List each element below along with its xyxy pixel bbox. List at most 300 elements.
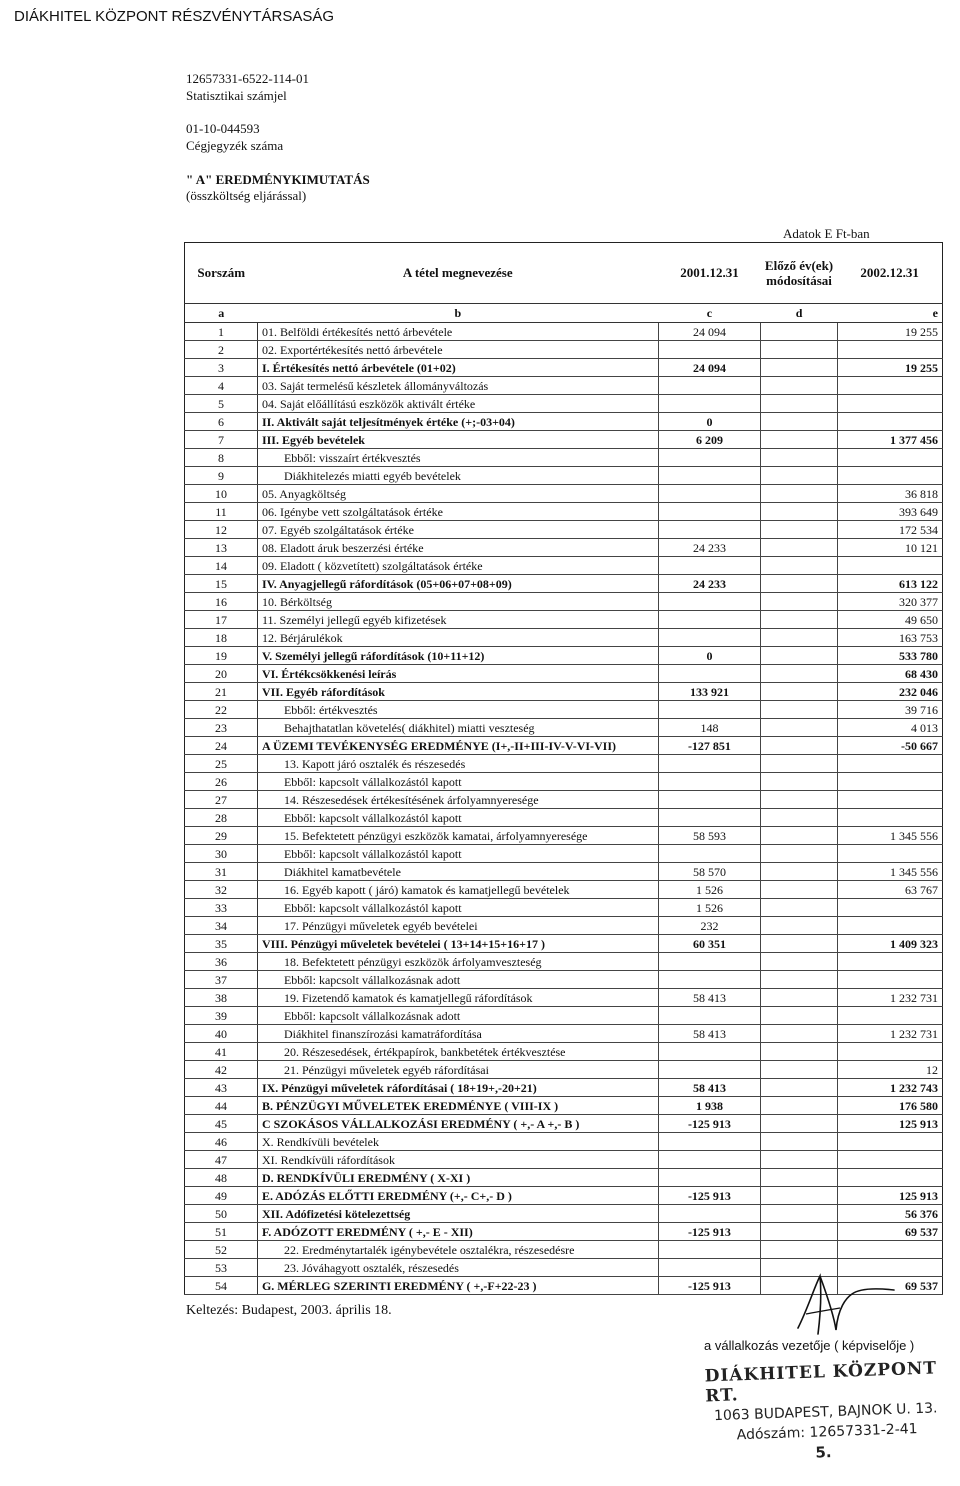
row-prev-value — [658, 341, 761, 359]
row-prev-value: 24 094 — [658, 323, 761, 341]
company-stamp — [704, 1358, 960, 1467]
row-curr-value: 533 780 — [837, 647, 942, 665]
row-label: B. PÉNZÜGYI MŰVELETEK EREDMÉNYE ( VIII-IX ) — [257, 1097, 658, 1115]
row-number: 33 — [185, 899, 258, 917]
document-subtitle: (összköltség eljárással) — [186, 188, 307, 203]
row-number: 8 — [185, 449, 258, 467]
row-prev-value: 0 — [658, 647, 761, 665]
row-prev-value: -125 913 — [658, 1223, 761, 1241]
header-serial: Sorszám — [197, 265, 246, 280]
row-curr-value — [837, 1007, 942, 1025]
row-label: E. ADÓZÁS ELŐTTI EREDMÉNY (+,- C+,- D ) — [257, 1187, 658, 1205]
row-label: 20. Részesedések, értékpapírok, bankbetétek értékvesztése — [257, 1043, 658, 1061]
row-prev-value — [658, 395, 761, 413]
table-row — [185, 485, 943, 503]
row-mod-value — [761, 1169, 838, 1187]
row-number: 27 — [185, 791, 258, 809]
row-curr-value — [837, 341, 942, 359]
row-curr-value: 68 430 — [837, 665, 942, 683]
row-prev-value — [658, 485, 761, 503]
row-number: 49 — [185, 1187, 258, 1205]
row-label: 13. Kapott járó osztalék és részesedés — [257, 755, 658, 773]
row-mod-value — [761, 863, 838, 881]
column-letter-row — [185, 304, 943, 323]
row-prev-value — [658, 1043, 761, 1061]
row-mod-value — [761, 1097, 838, 1115]
row-curr-value: 613 122 — [837, 575, 942, 593]
table-row — [185, 1043, 943, 1061]
row-prev-value — [658, 611, 761, 629]
table-row — [185, 323, 943, 341]
row-label: A ÜZEMI TEVÉKENYSÉG EREDMÉNYE (I+,-II+III-IV-V-VI-VII) — [257, 737, 658, 755]
row-prev-value: -127 851 — [658, 737, 761, 755]
row-number: 26 — [185, 773, 258, 791]
stat-label: Statisztikai számjel — [186, 88, 287, 103]
row-curr-value: 1 345 556 — [837, 863, 942, 881]
row-number: 38 — [185, 989, 258, 1007]
row-curr-value: 69 537 — [837, 1277, 942, 1295]
stat-block — [186, 70, 309, 104]
row-label: 04. Saját előállítású eszközök aktivált értéke — [257, 395, 658, 413]
row-prev-value — [658, 1007, 761, 1025]
table-row — [185, 665, 943, 683]
table-row — [185, 521, 943, 539]
table-row — [185, 1187, 943, 1205]
table-row — [185, 719, 943, 737]
row-prev-value: 58 413 — [658, 1025, 761, 1043]
table-row — [185, 1241, 943, 1259]
row-number: 11 — [185, 503, 258, 521]
row-prev-value: 148 — [658, 719, 761, 737]
row-curr-value — [837, 773, 942, 791]
row-curr-value — [837, 791, 942, 809]
row-prev-value — [658, 755, 761, 773]
row-curr-value — [837, 413, 942, 431]
row-label: 23. Jóváhagyott osztalék, részesedés — [257, 1259, 658, 1277]
table-row — [185, 341, 943, 359]
table-row — [185, 467, 943, 485]
row-number: 17 — [185, 611, 258, 629]
row-mod-value — [761, 647, 838, 665]
row-number: 43 — [185, 1079, 258, 1097]
document-title: " A" EREDMÉNYKIMUTATÁS — [186, 172, 370, 187]
row-curr-value: 163 753 — [837, 629, 942, 647]
row-label: Ebből: kapcsolt vállalkozásnak adott — [257, 971, 658, 989]
table-body — [185, 323, 943, 1295]
row-number: 47 — [185, 1151, 258, 1169]
table-row — [185, 395, 943, 413]
row-prev-value — [658, 629, 761, 647]
row-number: 13 — [185, 539, 258, 557]
row-label: D. RENDKÍVÜLI EREDMÉNY ( X-XI ) — [257, 1169, 658, 1187]
row-mod-value — [761, 719, 838, 737]
row-prev-value: 232 — [658, 917, 761, 935]
row-number: 2 — [185, 341, 258, 359]
table-row — [185, 611, 943, 629]
row-prev-value: 133 921 — [658, 683, 761, 701]
row-label: X. Rendkívüli bevételek — [257, 1133, 658, 1151]
stamp-line3: Adószám: 12657331-2-41 — [736, 1421, 918, 1444]
stamp-line4: 5. — [815, 1443, 832, 1462]
row-number: 9 — [185, 467, 258, 485]
row-mod-value — [761, 1151, 838, 1169]
row-curr-value — [837, 917, 942, 935]
row-prev-value: 60 351 — [658, 935, 761, 953]
row-mod-value — [761, 755, 838, 773]
row-mod-value — [761, 809, 838, 827]
row-number: 34 — [185, 917, 258, 935]
row-mod-value — [761, 845, 838, 863]
row-mod-value — [761, 1115, 838, 1133]
row-mod-value — [761, 539, 838, 557]
row-label: G. MÉRLEG SZERINTI EREDMÉNY ( +,-F+22-23 ) — [257, 1277, 658, 1295]
row-curr-value: 63 767 — [837, 881, 942, 899]
row-label: 12. Bérjárulékok — [257, 629, 658, 647]
table-row — [185, 1151, 943, 1169]
row-prev-value — [658, 377, 761, 395]
row-mod-value — [761, 1061, 838, 1079]
row-number: 53 — [185, 1259, 258, 1277]
row-label: 14. Részesedések értékesítésének árfolyamnyeresége — [257, 791, 658, 809]
row-label: 01. Belföldi értékesítés nettó árbevétele — [257, 323, 658, 341]
row-number: 28 — [185, 809, 258, 827]
row-curr-value: 69 537 — [837, 1223, 942, 1241]
row-number: 16 — [185, 593, 258, 611]
table-row — [185, 1115, 943, 1133]
table-row — [185, 1133, 943, 1151]
row-mod-value — [761, 593, 838, 611]
row-label: XII. Adófizetési kötelezettség — [257, 1205, 658, 1223]
row-label: Ebből: értékvesztés — [257, 701, 658, 719]
row-curr-value — [837, 1241, 942, 1259]
row-prev-value: 58 413 — [658, 1079, 761, 1097]
row-curr-value: 1 232 743 — [837, 1079, 942, 1097]
row-number: 14 — [185, 557, 258, 575]
table-row — [185, 359, 943, 377]
row-mod-value — [761, 575, 838, 593]
table-row — [185, 1169, 943, 1187]
row-curr-value: 19 255 — [837, 323, 942, 341]
row-number: 48 — [185, 1169, 258, 1187]
row-prev-value — [658, 971, 761, 989]
row-label: Ebből: kapcsolt vállalkozástól kapott — [257, 773, 658, 791]
row-number: 41 — [185, 1043, 258, 1061]
row-prev-value — [658, 521, 761, 539]
row-label: I. Értékesítés nettó árbevétele (01+02) — [257, 359, 658, 377]
row-label: 09. Eladott ( közvetített) szolgáltatások értéke — [257, 557, 658, 575]
row-number: 25 — [185, 755, 258, 773]
row-mod-value — [761, 377, 838, 395]
row-prev-value — [658, 1061, 761, 1079]
row-mod-value — [761, 413, 838, 431]
row-label: VII. Egyéb ráfordítások — [257, 683, 658, 701]
row-prev-value — [658, 1169, 761, 1187]
header-item-name: A tétel megnevezése — [402, 265, 513, 280]
table-row — [185, 1061, 943, 1079]
header-row — [185, 243, 943, 304]
row-number: 7 — [185, 431, 258, 449]
row-label: 22. Eredménytartalék igénybevétele osztalékra, részesedésre — [257, 1241, 658, 1259]
row-mod-value — [761, 557, 838, 575]
row-curr-value: 1 409 323 — [837, 935, 942, 953]
row-curr-value — [837, 809, 942, 827]
row-label: Diákhitelezés miatti egyéb bevételek — [257, 467, 658, 485]
table-row — [185, 449, 943, 467]
row-mod-value — [761, 989, 838, 1007]
row-label: Ebből: kapcsolt vállalkozástól kapott — [257, 899, 658, 917]
row-label: VIII. Pénzügyi műveletek bevételei ( 13+14+15+16+17 ) — [257, 935, 658, 953]
row-curr-value — [837, 467, 942, 485]
row-mod-value — [761, 791, 838, 809]
row-prev-value — [658, 701, 761, 719]
row-number: 36 — [185, 953, 258, 971]
row-label: IX. Pénzügyi műveletek ráfordításai ( 18+19+,-20+21) — [257, 1079, 658, 1097]
row-label: 03. Saját termelésű készletek állományváltozás — [257, 377, 658, 395]
row-number: 51 — [185, 1223, 258, 1241]
row-prev-value — [658, 557, 761, 575]
header-prev-year: 2001.12.31 — [680, 265, 739, 280]
table-row — [185, 431, 943, 449]
row-mod-value — [761, 1133, 838, 1151]
row-label: VI. Értékcsökkenési leírás — [257, 665, 658, 683]
row-mod-value — [761, 1007, 838, 1025]
row-prev-value: 24 094 — [658, 359, 761, 377]
table-row — [185, 1205, 943, 1223]
table-row — [185, 1097, 943, 1115]
row-curr-value: 56 376 — [837, 1205, 942, 1223]
row-curr-value: 172 534 — [837, 521, 942, 539]
row-prev-value: 1 526 — [658, 881, 761, 899]
signatory-caption: a vállalkozás vezetője ( képviselője ) — [704, 1338, 915, 1353]
row-label: Ebből: kapcsolt vállalkozástól kapott — [257, 809, 658, 827]
row-number: 12 — [185, 521, 258, 539]
row-mod-value — [761, 1025, 838, 1043]
row-curr-value: 232 046 — [837, 683, 942, 701]
row-curr-value: 1 377 456 — [837, 431, 942, 449]
row-curr-value: 393 649 — [837, 503, 942, 521]
row-label: 17. Pénzügyi műveletek egyéb bevételei — [257, 917, 658, 935]
signature — [790, 1268, 900, 1348]
table-row — [185, 377, 943, 395]
row-mod-value — [761, 1205, 838, 1223]
row-curr-value — [837, 845, 942, 863]
table-row — [185, 791, 943, 809]
row-curr-value — [837, 971, 942, 989]
row-number: 31 — [185, 863, 258, 881]
row-number: 21 — [185, 683, 258, 701]
row-curr-value — [837, 557, 942, 575]
table-row — [185, 881, 943, 899]
letter-a: a — [185, 304, 258, 323]
row-number: 18 — [185, 629, 258, 647]
letter-c: c — [658, 304, 761, 323]
row-curr-value — [837, 953, 942, 971]
row-label: 06. Igénybe vett szolgáltatások értéke — [257, 503, 658, 521]
header-mod-line1: Előző év(ek) — [764, 258, 834, 273]
row-number: 32 — [185, 881, 258, 899]
row-mod-value — [761, 323, 838, 341]
row-mod-value — [761, 1241, 838, 1259]
row-label: Ebből: visszaírt értékvesztés — [257, 449, 658, 467]
row-curr-value: 10 121 — [837, 539, 942, 557]
row-label: V. Személyi jellegű ráfordítások (10+11+12) — [257, 647, 658, 665]
row-mod-value — [761, 629, 838, 647]
row-number: 46 — [185, 1133, 258, 1151]
row-curr-value — [837, 449, 942, 467]
row-mod-value — [761, 449, 838, 467]
reg-number: 01-10-044593 — [186, 121, 260, 136]
row-prev-value: -125 913 — [658, 1277, 761, 1295]
row-mod-value — [761, 359, 838, 377]
row-number: 22 — [185, 701, 258, 719]
row-label: C SZOKÁSOS VÁLLALKOZÁSI EREDMÉNY ( +,- A +,- B ) — [257, 1115, 658, 1133]
row-curr-value: 39 716 — [837, 701, 942, 719]
row-number: 45 — [185, 1115, 258, 1133]
row-mod-value — [761, 1043, 838, 1061]
row-label: Ebből: kapcsolt vállalkozástól kapott — [257, 845, 658, 863]
table-row — [185, 737, 943, 755]
row-label: 16. Egyéb kapott ( járó) kamatok és kamatjellegű bevételek — [257, 881, 658, 899]
table-row — [185, 899, 943, 917]
row-label: Diákhitel kamatbevétele — [257, 863, 658, 881]
row-mod-value — [761, 683, 838, 701]
row-prev-value — [658, 1151, 761, 1169]
row-curr-value — [837, 377, 942, 395]
table-row — [185, 629, 943, 647]
row-number: 1 — [185, 323, 258, 341]
row-mod-value — [761, 395, 838, 413]
row-label: Diákhitel finanszírozási kamatráfordítása — [257, 1025, 658, 1043]
row-prev-value — [658, 665, 761, 683]
row-curr-value: 176 580 — [837, 1097, 942, 1115]
row-curr-value — [837, 1043, 942, 1061]
row-prev-value: 24 233 — [658, 575, 761, 593]
table-row — [185, 953, 943, 971]
row-label: 18. Befektetett pénzügyi eszközök árfolyamveszteség — [257, 953, 658, 971]
row-mod-value — [761, 611, 838, 629]
row-number: 5 — [185, 395, 258, 413]
row-number: 50 — [185, 1205, 258, 1223]
table-row — [185, 701, 943, 719]
row-prev-value: -125 913 — [658, 1187, 761, 1205]
row-prev-value — [658, 953, 761, 971]
row-label: Behajthatatlan követelés( diákhitel) miatti veszteség — [257, 719, 658, 737]
row-number: 40 — [185, 1025, 258, 1043]
row-curr-value — [837, 1169, 942, 1187]
table-row — [185, 863, 943, 881]
row-prev-value — [658, 1241, 761, 1259]
row-label: F. ADÓZOTT EREDMÉNY ( +,- E - XII) — [257, 1223, 658, 1241]
row-label: 19. Fizetendő kamatok és kamatjellegű ráfordítások — [257, 989, 658, 1007]
row-mod-value — [761, 773, 838, 791]
row-mod-value — [761, 701, 838, 719]
row-prev-value — [658, 773, 761, 791]
table-row — [185, 1223, 943, 1241]
row-mod-value — [761, 521, 838, 539]
row-mod-value — [761, 467, 838, 485]
row-label: Ebből: kapcsolt vállalkozásnak adott — [257, 1007, 658, 1025]
table-row — [185, 575, 943, 593]
row-number: 4 — [185, 377, 258, 395]
row-number: 23 — [185, 719, 258, 737]
row-curr-value — [837, 395, 942, 413]
table-row — [185, 809, 943, 827]
row-label: 11. Személyi jellegű egyéb kifizetések — [257, 611, 658, 629]
table-row — [185, 989, 943, 1007]
row-prev-value — [658, 845, 761, 863]
header-current-year: 2002.12.31 — [860, 265, 919, 280]
header-modifications — [761, 243, 838, 304]
row-prev-value — [658, 503, 761, 521]
reg-block — [186, 120, 283, 154]
row-number: 29 — [185, 827, 258, 845]
row-mod-value — [761, 899, 838, 917]
row-curr-value: 36 818 — [837, 485, 942, 503]
row-prev-value: 6 209 — [658, 431, 761, 449]
row-number: 37 — [185, 971, 258, 989]
row-mod-value — [761, 737, 838, 755]
row-mod-value — [761, 1079, 838, 1097]
table-row — [185, 503, 943, 521]
row-label: 05. Anyagköltség — [257, 485, 658, 503]
row-label: IV. Anyagjellegű ráfordítások (05+06+07+08+09) — [257, 575, 658, 593]
row-curr-value — [837, 899, 942, 917]
row-curr-value: -50 667 — [837, 737, 942, 755]
row-curr-value: 4 013 — [837, 719, 942, 737]
row-number: 39 — [185, 1007, 258, 1025]
row-label: II. Aktivált saját teljesítmények értéke (+;-03+04) — [257, 413, 658, 431]
table-row — [185, 755, 943, 773]
row-mod-value — [761, 665, 838, 683]
row-mod-value — [761, 881, 838, 899]
row-curr-value — [837, 755, 942, 773]
row-prev-value: 58 570 — [658, 863, 761, 881]
row-curr-value: 125 913 — [837, 1115, 942, 1133]
letter-d: d — [761, 304, 838, 323]
row-label: XI. Rendkívüli ráfordítások — [257, 1151, 658, 1169]
row-prev-value — [658, 1259, 761, 1277]
row-prev-value: 24 233 — [658, 539, 761, 557]
table-row — [185, 1079, 943, 1097]
header-mod-line2: módosításai — [766, 273, 832, 288]
row-number: 15 — [185, 575, 258, 593]
row-prev-value — [658, 593, 761, 611]
stat-number: 12657331-6522-114-01 — [186, 71, 310, 86]
row-number: 52 — [185, 1241, 258, 1259]
row-prev-value: 0 — [658, 413, 761, 431]
row-number: 54 — [185, 1277, 258, 1295]
table-row — [185, 683, 943, 701]
row-mod-value — [761, 431, 838, 449]
letter-b: b — [257, 304, 658, 323]
row-number: 42 — [185, 1061, 258, 1079]
row-prev-value: 58 593 — [658, 827, 761, 845]
row-prev-value: 58 413 — [658, 989, 761, 1007]
row-curr-value: 19 255 — [837, 359, 942, 377]
row-prev-value — [658, 1133, 761, 1151]
row-number: 30 — [185, 845, 258, 863]
row-prev-value — [658, 467, 761, 485]
row-prev-value — [658, 791, 761, 809]
row-number: 19 — [185, 647, 258, 665]
table-row — [185, 935, 943, 953]
letter-e: e — [837, 304, 942, 323]
row-curr-value: 12 — [837, 1061, 942, 1079]
row-mod-value — [761, 341, 838, 359]
table-row — [185, 917, 943, 935]
units-note: Adatok E Ft-ban — [783, 226, 870, 241]
row-mod-value — [761, 971, 838, 989]
